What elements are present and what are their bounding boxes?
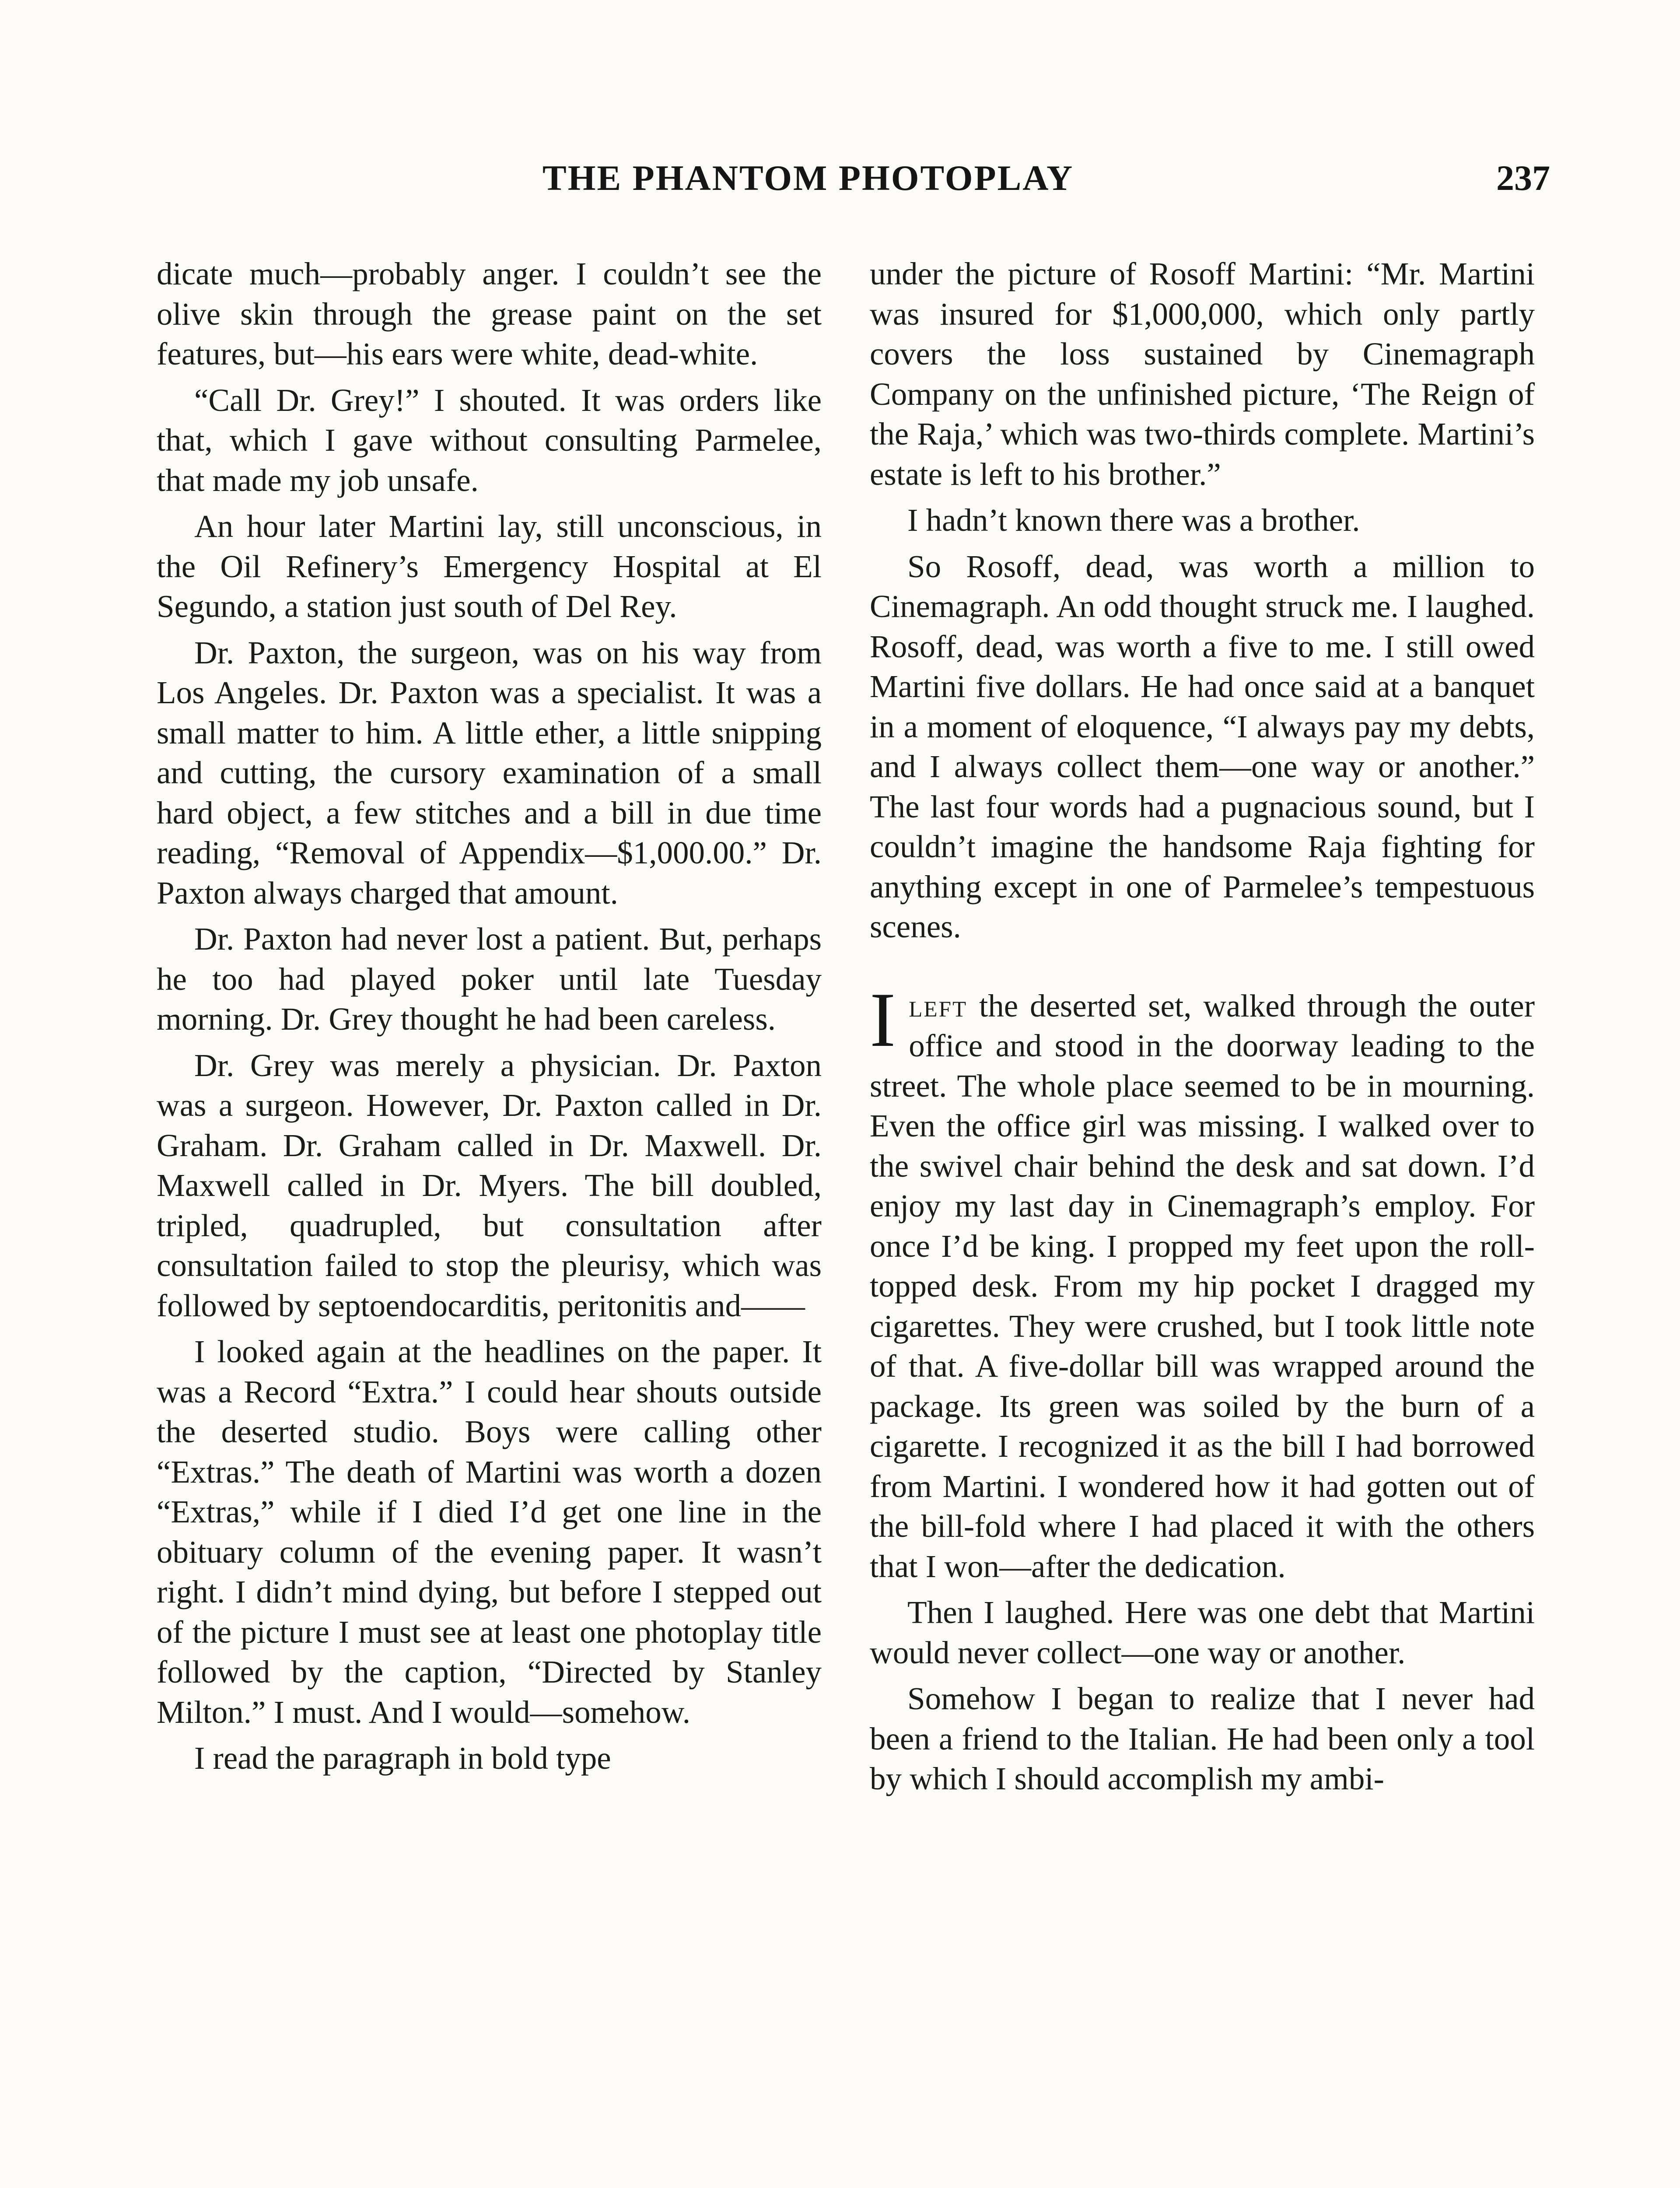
paragraph: Somehow I began to realize that I never had been a friend to the Italian. He had been only a tool by which I should accomplish my ambi- [870, 1681, 1535, 1796]
paragraph: dicate much—probably anger. I couldn’t see the olive skin through the grease paint on the set features, but—his ears were white, dead-white. [157, 256, 822, 372]
paragraph: “Call Dr. Grey!” I shouted. It was orders like that, which I gave without consulting Parmelee, that made my job unsafe. [157, 382, 822, 498]
paragraph: I hadn’t known there was a brother. [907, 502, 1360, 538]
small-caps-lead: left [909, 988, 968, 1024]
drop-cap: I [870, 976, 896, 1063]
paragraph: Dr. Paxton had never lost a patient. But, perhaps he too had played poker until late Tuesday morning. Dr. Grey thought he had been careless. [157, 921, 822, 1037]
section-opening-text: the deserted set, walked through the outer office and stood in the doorway leading to the street. The whole place seemed to be in mourning. Even the office girl was missing. I walked over to the swivel chair behind the desk and sat down. I’d enjoy my last day in Cinemagraph’s employ. For once I’d be king. I propped my feet upon the roll-topped desk. From my hip pocket I dragged my cigarettes. They were crushed, but I took little note of that. A five-dollar bill was wrapped around the package. Its green was soiled by the burn of a cigarette. I recognized it as the bill I had borrowed from Martini. I wondered how it had gotten out of the bill-fold where I had placed it with the others that I won—after the dedication. [870, 988, 1535, 1584]
section-break [870, 953, 1535, 986]
paragraph: Then I laughed. Here was one debt that Martini would never collect—one way or another. [870, 1595, 1535, 1670]
running-header-title: THE PHANTOM PHOTOPLAY [542, 158, 1074, 198]
page-number: 237 [1496, 158, 1550, 198]
paragraph: I read the paragraph in bold type [194, 1740, 611, 1776]
section-opening-paragraph [870, 976, 1535, 1587]
paragraph: So Rosoff, dead, was worth a million to Cinemagraph. An odd thought struck me. I laughed. Rosoff, dead, was worth a five to me. I still owed Martini five dollars. He had once said at a banquet in a moment of eloquence, “I always pay my debts, and I always collect them—one way or another.” The last four words had a pugnacious sound, but I couldn’t imagine the handsome Raja fighting for anything except in one of Parmelee’s tempestuous scenes. [870, 548, 1535, 944]
left-text-column [157, 254, 822, 1785]
paragraph: under the picture of Rosoff Martini: “Mr. Martini was insured for $1,000,000, which only partly covers the loss sustained by Cinemagraph Company on the unfinished picture, ‘The Reign of the Raja,’ which was two-thirds complete. Martini’s estate is left to his brother.” [870, 256, 1535, 492]
right-text-column [870, 254, 1535, 1805]
paragraph: An hour later Martini lay, still unconscious, in the Oil Refinery’s Emergency Hospital at El Segundo, a station just south of Del Rey. [157, 508, 822, 624]
paragraph: Dr. Paxton, the surgeon, was on his way from Los Angeles. Dr. Paxton was a specialist. It was a small matter to him. A little ether, a little snipping and cutting, the cursory examination of a small hard object, a few stitches and a bill in due time reading, “Removal of Appendix—$1,000.00.” Dr. Paxton always charged that amount. [157, 635, 822, 911]
paragraph: I looked again at the headlines on the paper. It was a Record “Extra.” I could hear shouts outside the deserted studio. Boys were calling other “Extras.” The death of Martini was worth a dozen “Extras,” while if I died I’d get one line in the obituary column of the evening paper. It wasn’t right. I didn’t mind dying, but before I stepped out of the picture I must see at least one photoplay title followed by the caption, “Directed by Stanley Milton.” I must. And I would—somehow. [157, 1334, 822, 1730]
paragraph: Dr. Grey was merely a physician. Dr. Paxton was a surgeon. However, Dr. Paxton called in Dr. Graham. Dr. Graham called in Dr. Maxwell. Dr. Maxwell called in Dr. Myers. The bill doubled, tripled, quadrupled, but consultation after consultation failed to stop the pleurisy, which was followed by septoendocarditis, peritonitis and—— [157, 1047, 822, 1323]
